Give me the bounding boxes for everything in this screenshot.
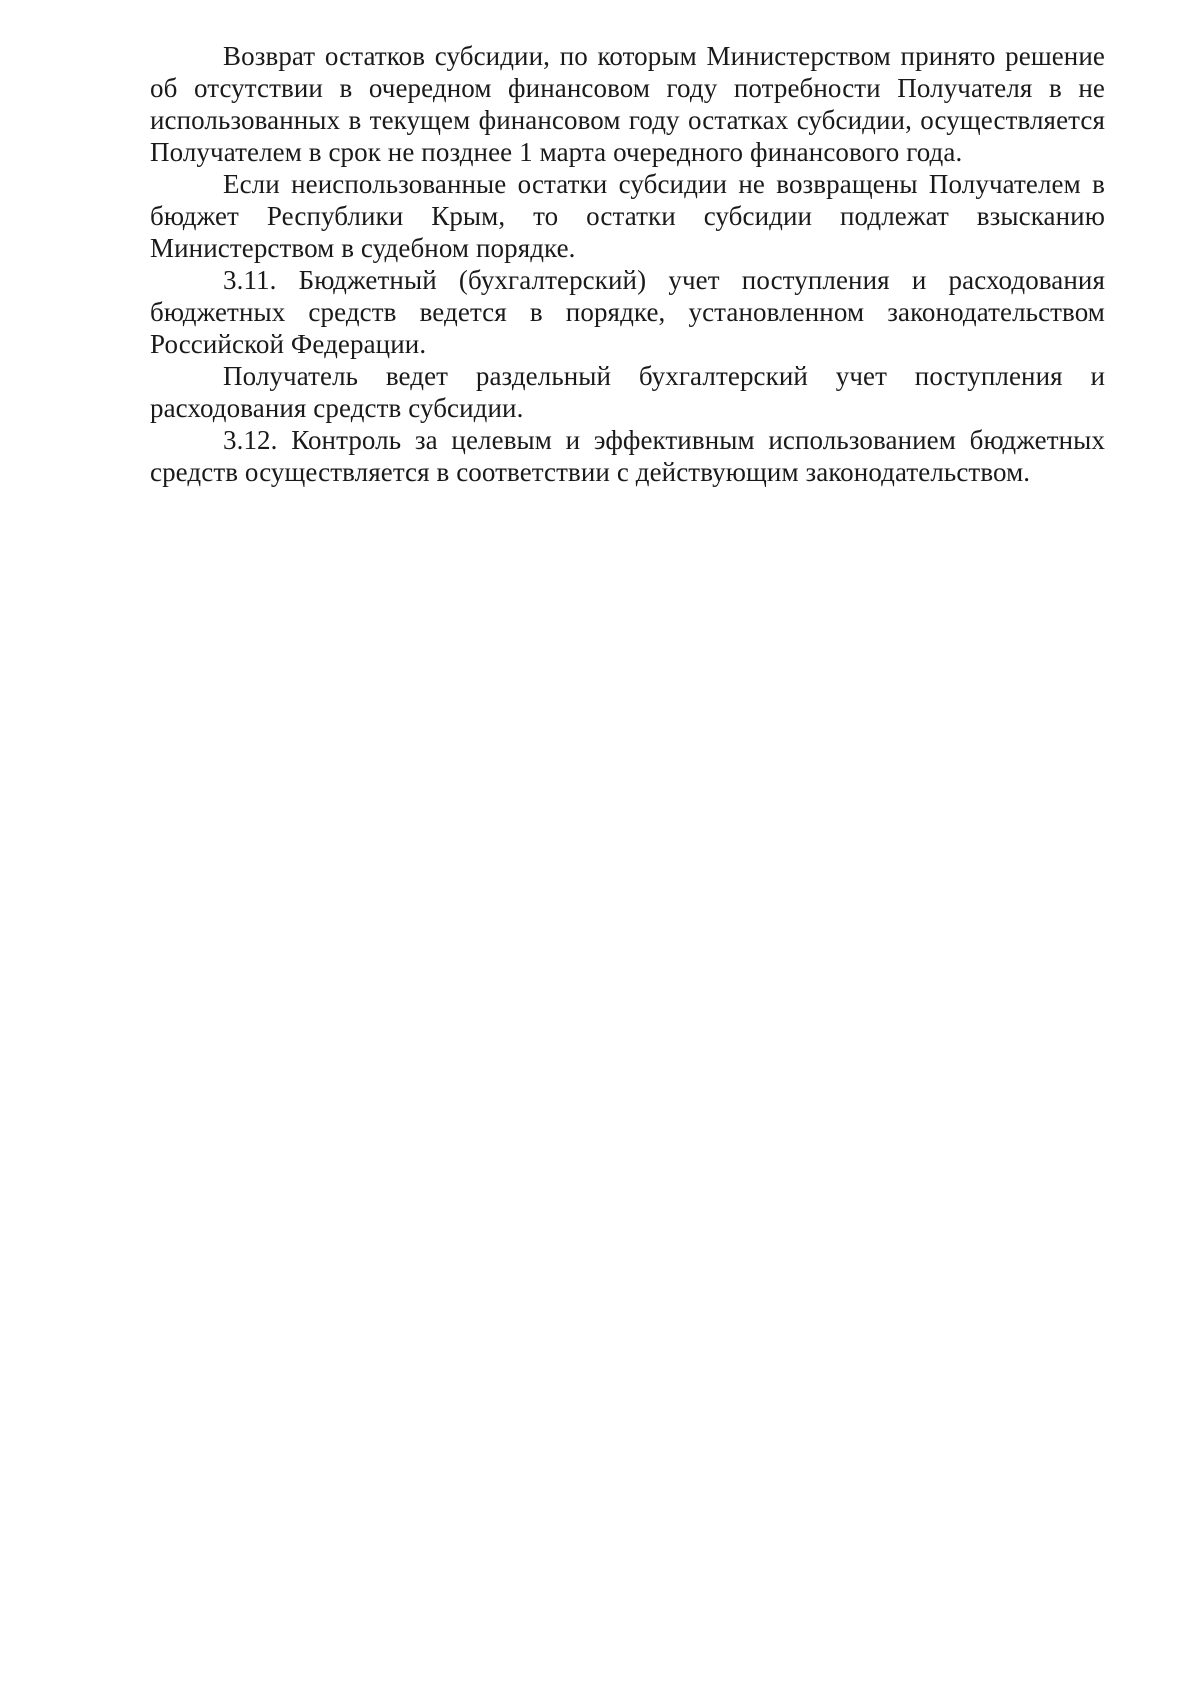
document-body — [150, 40, 1105, 488]
paragraph-separate-accounting: Получатель ведет раздельный бухгалтерский учет поступления и расходования средств субсидии. — [150, 361, 1105, 423]
paragraph-recovery: Если неиспользованные остатки субсидии не возвращены Получателем в бюджет Республики Крым, то остатки субсидии подлежат взысканию Министерством в судебном порядке. — [150, 169, 1105, 263]
paragraph-3-11-accounting: 3.11. Бюджетный (бухгалтерский) учет поступления и расходования бюджетных средств ведется в порядке, установленном законодательством Российской Федерации. — [150, 265, 1105, 359]
paragraph-subsidy-return: Возврат остатков субсидии, по которым Министерством принято решение об отсутствии в очередном финансовом году потребности Получателя в не использованных в текущем финансовом году остатках субсидии, осуществляется Получателем в срок не позднее 1 марта очередного финансового года. — [150, 41, 1105, 167]
paragraph-3-12-control: 3.12. Контроль за целевым и эффективным использованием бюджетных средств осуществляется в соответствии с действующим законодательством. — [150, 425, 1105, 487]
